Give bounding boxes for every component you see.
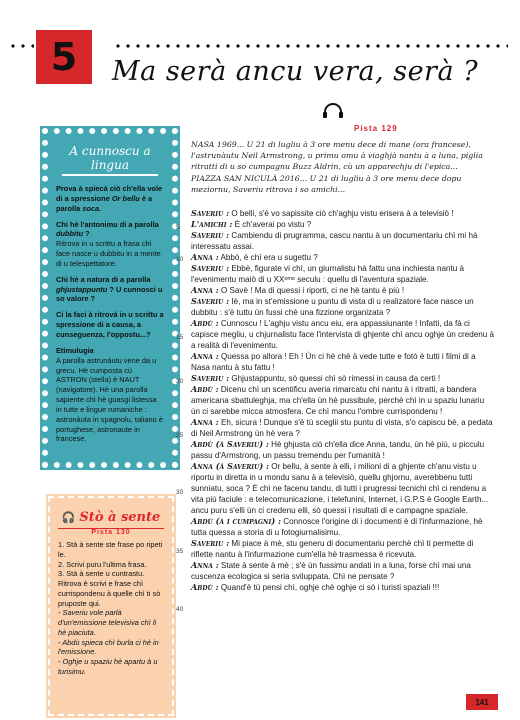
dialogue-line: Abdù : Dicenu chì un scentificu averia rimarcatu chì nantu à i ritratti, a bandera americana sbattuleghja, ma ch'ella ùn hè pussibule, perchè chì in u spaziu lunariu ùn ci sarebbe micca atmosfera. Ce chì mancu l'ombre currispondenu ! (191, 384, 485, 416)
headphones-icon: 🎧 (61, 511, 76, 524)
listening-line-italic: - Oghje u spaziu hè apartu à u turisimu. (58, 657, 158, 676)
listening-line: 2. Scrivi puru l'ultima frasa. (58, 559, 147, 569)
dialogue-line: Abdù : Quand'è tù pensi chì, oghje chè oghje ci sò i turisti spaziali !!! (191, 582, 440, 592)
dialogue-line: Anna : O Savè ! Ma di quessi i riporti, ci ne hè tantu è più ! (191, 285, 405, 295)
listening-line: Ritrova è scrivi e frase chì currispondenu à quelle chì ti sò pruposte qui. (58, 579, 161, 608)
track-label-130: Pista 130 (58, 528, 164, 536)
listening-box (48, 496, 174, 716)
language-item-4: Ci la faci à ritrovà in u scrittu a spressione di a causa, a cunseguenza, l'oppostu...? (56, 310, 164, 339)
listening-line: 1. Stà à sente ste frase po ripeti le. (58, 540, 163, 559)
language-box-heading: A cunnoscu a lingua (62, 144, 158, 176)
page-number: 141 (466, 694, 498, 710)
line-number: 40 (176, 606, 184, 613)
line-number: 20 (176, 378, 184, 385)
language-item-2: Chì hè l'antonimu di a parolla dubbitu ? Ritrova in u scrittu a frasa chì face nasce u dubbitu in a mente di u telespettatore. (56, 219, 161, 268)
dotted-rule-left (8, 44, 34, 48)
dialogue-line: Anna (à Saveriu) : Or bellu, à sente à elli, i milioni di a ghjente ch'anu vistu u riportu in diretta in u mondu sanu à a televisiò, quellu ghjornu, averebbenu tutti sunniatu, soca ? È chì ne facenu tandu, di tutti i prugressi tecnichi chì ci rendenu a vita più faciule : e telecomunicazione, i telefunini, Internet, i G.P.S è Google Earth... ancu puru s'elli ùn ci credenu elli, sò quessi i risultati di e campagne spaziale. (191, 461, 489, 515)
line-number: 35 (176, 548, 184, 555)
line-number: 5 (176, 224, 180, 231)
dialogue (191, 208, 495, 593)
intro-paragraph: NASA 1969... U 21 di lugliu à 3 ore menu dece di mane (ora francese), l'astrunàutu Neil Armstrong, u primu omu à viaghjà nantu à a luna, piglia ritratti di u so cumpagnu Buzz Aldrin, cù un apparechju di l'epica... (191, 140, 483, 171)
line-number: 15 (176, 334, 184, 341)
line-number: 25 (176, 432, 184, 439)
language-item-etymology: Etimulugia A parolla astrunàutu vene da u grecu. Hè cumposta cù ASTRON (stella) è NAUT (navigatore). Hè una parolla sapiente chì hè guasgi listessa in tutte e lingue rumaniche : astronàuta in spagnolu, talianu è portughese, astronaute in francese. (56, 345, 163, 444)
dialogue-line: Anna : State à sente à mè ; s'è ùn fussimu andati in a luna, forse chì mai una cuscenza ecologica si seria sviluppata. Chì ne pensate ? (191, 560, 471, 581)
dialogue-line: Saveriu : Mi piace à mè, stu generu di documentariu perchè chì ti permette di riflette nantu à l'infurmazione cum'ella hè trasmessa è ricevuta. (191, 538, 474, 559)
line-number: 10 (176, 256, 184, 263)
dialogue-line: Anna : Abbò, è chì era u sugettu ? (191, 252, 318, 262)
listening-line: 3. Stà à sente u cuntrastu. (58, 569, 145, 579)
dialogue-line: Anna : Eh, sicura ! Dunque s'è tù sceglii stu puntu di vista, s'o capiscu bè, a pedata di Neil Armstrong ùn hè vera ? (191, 417, 493, 438)
dialogue-line: Abdù (à Saveriu) : Hè ghjusta ciò ch'ella dice Anna, tandu, ùn hè più, u picculu passu d'Armstrong, un passu tremendu per l'umanità ! (191, 439, 485, 460)
page-title: Ma serà ancu vera, serà ? (112, 56, 479, 87)
listening-line-italic: - Saveriu vole parlà d'un'emissione televisiva chì li hè piaciuta. (58, 608, 157, 637)
dotted-rule-right (113, 44, 508, 48)
line-number: 30 (176, 489, 184, 496)
intro-text (191, 140, 491, 198)
listening-line-italic: - Abdù spieca chì burla ci hè in l'emissione. (58, 637, 159, 657)
dialogue-line: Saveriu : Cambiendu di prugramma, cascu nantu à un documentariu chì mi hà interessatu assai. (191, 230, 478, 251)
listening-box-heading: 🎧 Stò à sente (61, 510, 161, 525)
headphones-icon (322, 103, 344, 119)
dialogue-line: Saveriu : Iè, ma in st'emissione u puntu di vista di u realizatore face nasce un dubbitu : s'è tuttu ùn fussi chè una fizzione organizata ? (191, 296, 474, 317)
dialogue-line: Saveriu : Ebbè, figurate vi chì, un giurnalistu hà fattu una inchiesta nantu à l'evenimentu maiò di u XXᵉᵐᵉ seculu : quellu di l'aventura spaziale. (191, 263, 464, 284)
dialogue-line: Anna : Quessa po allora ! Eh ! Ùn ci hè chè à vede tutte e fotò è tutti i filmi di a Nasa nantu à stu fattu ! (191, 351, 476, 372)
language-item-1: Prova à spiecà ciò ch'ella vole di a spressione Or bellu è a parolla soca. (56, 184, 163, 213)
intro-paragraph: PIAZZA SAN NICULÀ 2016... U 21 di lugliu à 3 ore menu dece dopu meziornu, Saveriu ritrova i so amichi... (191, 174, 462, 194)
dialogue-line: Abdù : Cunnoscu ! L'aghju vistu ancu eiu, era appassiunante ! Infatti, da fà ci capisce megliu, u chjurnalistu face l'intervista di ghjente chì ancu oghje ùn credenu à a realità di l'evenimentu. (191, 318, 494, 350)
language-item-3: Chì hè a natura di a parolla ghjustappuntu ? U cunnosci u so valore ? (56, 274, 163, 304)
language-box (42, 128, 178, 468)
dialogue-line: Saveriu : O belli, s'è vo sapissite ciò ch'aghju vistu erisera à a televisiò ! (191, 208, 454, 218)
dialogue-line: Saveriu : Ghjustappuntu, sò quessi chì sò rimessi in causa da certi ! (191, 373, 441, 383)
dialogue-line: Abdù (à i cumpagni) : Connosce l'origine di i documenti è di l'infurmazione, hè tutta quessa a storia di u fotogiurnalisimu. (191, 516, 483, 537)
track-label-129: Pista 129 (354, 124, 398, 133)
lesson-number-badge: 5 (36, 30, 92, 84)
dialogue-line: L'amichi : È ch'averai po vistu ? (191, 219, 312, 229)
